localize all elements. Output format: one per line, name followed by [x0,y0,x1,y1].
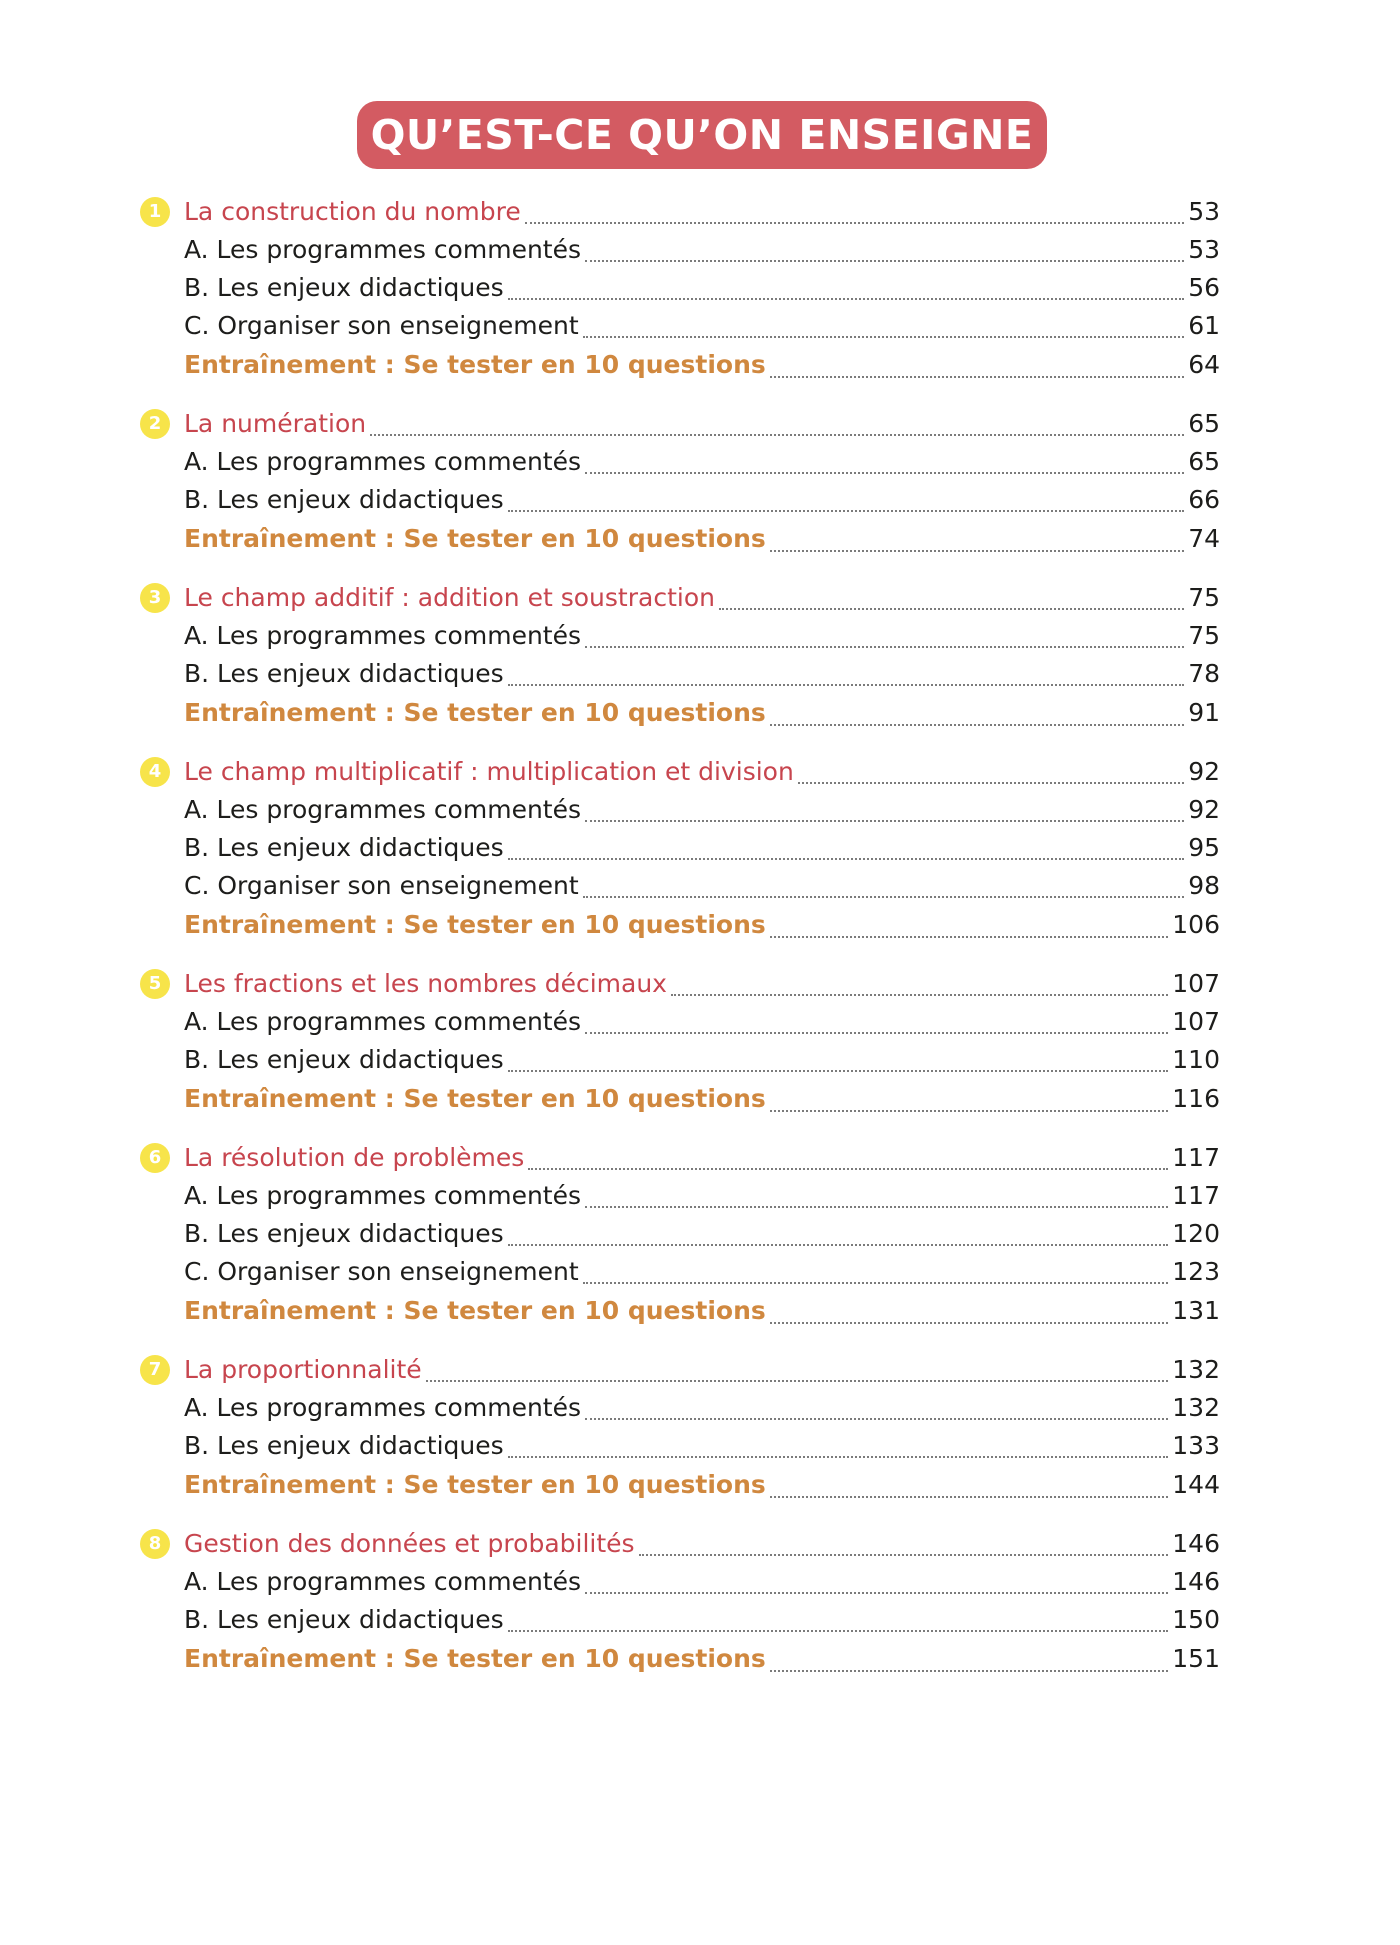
section-row[interactable] [140,617,1220,655]
page-number: 146 [1172,1567,1220,1596]
section-row[interactable] [140,443,1220,481]
page-number: 75 [1188,583,1220,612]
dot-leader [585,1592,1168,1594]
chapter-block [140,405,1220,559]
section-row[interactable] [140,1253,1220,1291]
dot-leader [508,1630,1169,1632]
chapter-block [140,1351,1220,1505]
page-number: 66 [1188,485,1220,514]
dot-leader [426,1380,1169,1382]
page-number: 132 [1172,1355,1220,1384]
chapter-number-badge: 8 [140,1529,170,1559]
page-number: 53 [1188,197,1220,226]
page-number: 131 [1172,1296,1220,1325]
section-row[interactable] [140,829,1220,867]
chapter-block [140,579,1220,733]
dot-leader [585,820,1184,822]
page-number: 150 [1172,1605,1220,1634]
section-title: A. Les programmes commentés [184,1393,581,1422]
dot-leader [770,1496,1169,1498]
section-row[interactable] [140,655,1220,693]
dot-leader [370,434,1184,436]
page-number: 133 [1172,1431,1220,1460]
section-row[interactable] [140,867,1220,905]
dot-leader [770,724,1184,726]
page-number: 95 [1188,833,1220,862]
chapter-title: Le champ multiplicatif : multiplication et division [184,757,794,786]
dot-leader [508,684,1185,686]
dot-leader [770,1670,1169,1672]
training-row[interactable] [140,693,1220,733]
page-number: 110 [1172,1045,1220,1074]
dot-leader [798,782,1184,784]
dot-leader [525,222,1184,224]
section-title: C. Organiser son enseignement [184,871,579,900]
section-row[interactable] [140,307,1220,345]
dot-leader [585,1418,1168,1420]
training-title: Entraînement : Se tester en 10 questions [184,910,766,939]
chapter-title: La construction du nombre [184,197,521,226]
chapter-number-badge: 2 [140,409,170,439]
chapter-number-badge: 1 [140,197,170,227]
chapter-number-badge: 7 [140,1355,170,1385]
section-title: B. Les enjeux didactiques [184,1431,504,1460]
chapter-title-row[interactable] [140,1351,1220,1389]
page-number: 106 [1172,910,1220,939]
training-row[interactable] [140,1465,1220,1505]
chapter-number-badge: 3 [140,583,170,613]
section-row[interactable] [140,1177,1220,1215]
page-number: 120 [1172,1219,1220,1248]
section-title: A. Les programmes commentés [184,447,581,476]
page-number: 98 [1188,871,1220,900]
chapter-number-badge: 6 [140,1143,170,1173]
section-title: B. Les enjeux didactiques [184,1605,504,1634]
page-number: 107 [1172,969,1220,998]
dot-leader [508,510,1185,512]
section-title: B. Les enjeux didactiques [184,273,504,302]
training-row[interactable] [140,1079,1220,1119]
training-title: Entraînement : Se tester en 10 questions [184,1470,766,1499]
section-row[interactable] [140,1563,1220,1601]
page-number: 65 [1188,409,1220,438]
page-number: 64 [1188,350,1220,379]
section-row[interactable] [140,481,1220,519]
dot-leader [585,260,1184,262]
dot-leader [639,1554,1169,1556]
dot-leader [508,1244,1169,1246]
dot-leader [770,376,1184,378]
page-number: 56 [1188,273,1220,302]
page-number: 92 [1188,795,1220,824]
section-title: A. Les programmes commentés [184,1181,581,1210]
chapter-title-row[interactable] [140,753,1220,791]
dot-leader [770,1322,1169,1324]
page-number: 132 [1172,1393,1220,1422]
section-row[interactable] [140,1003,1220,1041]
page-number: 117 [1172,1143,1220,1172]
chapter-block [140,1525,1220,1679]
dot-leader [770,1110,1169,1112]
page-number: 146 [1172,1529,1220,1558]
chapter-block [140,753,1220,945]
section-title: A. Les programmes commentés [184,235,581,264]
dot-leader [585,646,1184,648]
section-title: B. Les enjeux didactiques [184,1045,504,1074]
chapter-title: La numération [184,409,367,438]
page-number: 117 [1172,1181,1220,1210]
page-number: 61 [1188,311,1220,340]
training-title: Entraînement : Se tester en 10 questions [184,1296,766,1325]
chapter-title-row[interactable] [140,405,1220,443]
dot-leader [528,1168,1168,1170]
section-row[interactable] [140,231,1220,269]
dot-leader [583,336,1185,338]
chapter-number-badge: 4 [140,757,170,787]
section-row[interactable] [140,269,1220,307]
section-title: C. Organiser son enseignement [184,311,579,340]
dot-leader [585,472,1184,474]
dot-leader [508,1456,1169,1458]
chapter-title: Les fractions et les nombres décimaux [184,969,667,998]
section-row[interactable] [140,1601,1220,1639]
page-number: 92 [1188,757,1220,786]
training-title: Entraînement : Se tester en 10 questions [184,1084,766,1113]
dot-leader [770,550,1184,552]
section-title: B. Les enjeux didactiques [184,1219,504,1248]
section-row[interactable] [140,1427,1220,1465]
section-title: A. Les programmes commentés [184,1007,581,1036]
training-row[interactable] [140,1639,1220,1679]
chapter-title: Gestion des données et probabilités [184,1529,635,1558]
training-title: Entraînement : Se tester en 10 questions [184,524,766,553]
section-title: A. Les programmes commentés [184,1567,581,1596]
page-number: 91 [1188,698,1220,727]
page-number: 75 [1188,621,1220,650]
page-number: 107 [1172,1007,1220,1036]
training-title: Entraînement : Se tester en 10 questions [184,350,766,379]
chapter-title-row[interactable] [140,193,1220,231]
section-row[interactable] [140,791,1220,829]
section-title: B. Les enjeux didactiques [184,833,504,862]
training-title: Entraînement : Se tester en 10 questions [184,1644,766,1673]
table-of-contents [140,193,1220,1699]
section-title: B. Les enjeux didactiques [184,659,504,688]
section-row[interactable] [140,1215,1220,1253]
training-row[interactable] [140,345,1220,385]
training-row[interactable] [140,905,1220,945]
page-number: 53 [1188,235,1220,264]
training-title: Entraînement : Se tester en 10 questions [184,698,766,727]
section-title: B. Les enjeux didactiques [184,485,504,514]
page-number: 65 [1188,447,1220,476]
chapter-number-badge: 5 [140,969,170,999]
chapter-title-row[interactable] [140,579,1220,617]
page-number: 151 [1172,1644,1220,1673]
dot-leader [508,298,1185,300]
chapter-block [140,193,1220,385]
dot-leader [585,1206,1168,1208]
chapter-title: La résolution de problèmes [184,1143,525,1172]
chapter-title: Le champ additif : addition et soustraction [184,583,715,612]
chapter-block [140,1139,1220,1331]
dot-leader [508,1070,1169,1072]
chapter-title-row[interactable] [140,965,1220,1003]
training-row[interactable] [140,519,1220,559]
dot-leader [583,896,1185,898]
chapter-title-row[interactable] [140,1525,1220,1563]
page-number: 123 [1172,1257,1220,1286]
chapter-title: La proportionnalité [184,1355,422,1384]
dot-leader [671,994,1168,996]
dot-leader [585,1032,1168,1034]
page-number: 116 [1172,1084,1220,1113]
dot-leader [583,1282,1169,1284]
page-number: 74 [1188,524,1220,553]
section-title: A. Les programmes commentés [184,795,581,824]
dot-leader [719,608,1184,610]
page-number: 78 [1188,659,1220,688]
page-title-banner: QU’EST-CE QU’ON ENSEIGNE ? [357,101,1047,169]
chapter-title-row[interactable] [140,1139,1220,1177]
training-row[interactable] [140,1291,1220,1331]
section-row[interactable] [140,1389,1220,1427]
chapter-block [140,965,1220,1119]
section-title: A. Les programmes commentés [184,621,581,650]
section-title: C. Organiser son enseignement [184,1257,579,1286]
dot-leader [770,936,1169,938]
page-number: 144 [1172,1470,1220,1499]
dot-leader [508,858,1185,860]
section-row[interactable] [140,1041,1220,1079]
